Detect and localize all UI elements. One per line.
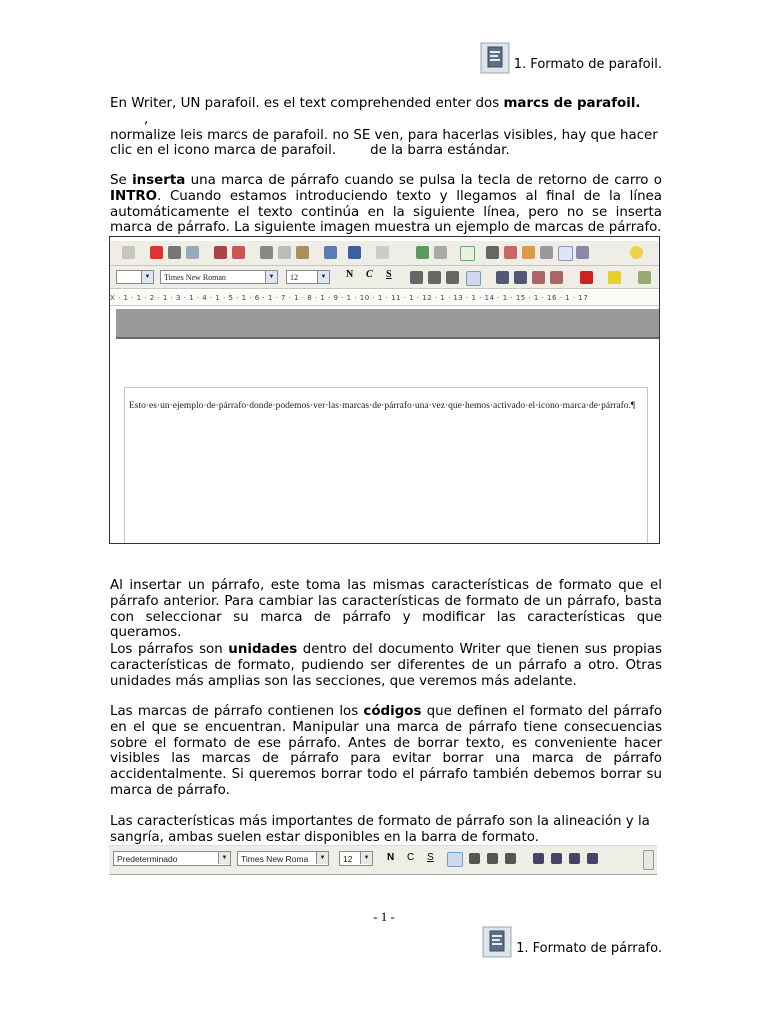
text: clic en el icono marca de parafoil. de la barra estándar. [110, 143, 510, 158]
cut-icon [260, 246, 273, 259]
underline-button[interactable]: S [386, 269, 392, 280]
spellcheck-icon [214, 246, 227, 259]
text: , [110, 111, 149, 127]
paragraph-intro [110, 96, 662, 143]
toolbar-scroll-handle[interactable] [643, 850, 654, 870]
font-name-select[interactable] [237, 851, 329, 866]
bold-button[interactable]: N [387, 852, 395, 863]
text: una marca de párrafo cuando se pulsa la tecla de retorno de carro o [185, 173, 662, 188]
chevron-down-icon: ▼ [141, 271, 153, 283]
chevron-down-icon: ▼ [218, 852, 230, 864]
bold-text: marcs de parafoil. [503, 96, 641, 111]
page-header [480, 42, 662, 74]
page-gap [116, 309, 659, 337]
copy-icon [278, 246, 291, 259]
header-title: 1. Formato de párrafo. [516, 941, 662, 956]
print-preview-icon [186, 246, 199, 259]
bold-text: INTRO [110, 188, 158, 204]
text: normalize leis marcs de parafoil. no SE ven, para hacerlas visibles, hay que hacer [110, 127, 658, 143]
standard-toolbar [110, 241, 659, 266]
style-select[interactable] [116, 270, 154, 284]
chevron-down-icon: ▼ [317, 271, 329, 283]
bold-text: inserta [132, 173, 186, 188]
increase-indent-icon[interactable] [587, 853, 598, 864]
italic-button[interactable]: C [366, 269, 373, 280]
example-paragraph: Esto·es·un·ejemplo·de·párrafo·donde·podemos·ver·las·marcas·de·párrafo·una·vez·que·hemos·activado·el·icono·marca·de·párrafo.¶ [129, 401, 636, 411]
paste-icon [296, 246, 309, 259]
page-number: - 1 - [373, 909, 395, 924]
text: . Cuando estamos introduciendo texto y llegamos al final de la línea automáticamente el texto continúa en la siguiente línea, pero no se inserta marca de párrafo. La siguiente imagen muestra un ejemplo de marcas de párrafo. [110, 188, 662, 236]
formatting-toolbar [110, 266, 659, 289]
page-header-next [482, 926, 662, 958]
font-size-value: 12 [290, 273, 298, 282]
justify-icon[interactable] [505, 853, 516, 864]
style-select[interactable] [113, 851, 231, 866]
clone-format-icon [324, 246, 337, 259]
font-size-value: 12 [343, 854, 353, 864]
decrease-indent-icon[interactable] [532, 271, 545, 284]
text: Las marcas de párrafo contienen los [110, 704, 364, 719]
redo-icon [376, 246, 389, 259]
header-title: 1. Formato de parafoil. [513, 57, 662, 72]
print-icon [168, 246, 181, 259]
help-icon [630, 246, 643, 259]
italic-button[interactable]: C [407, 852, 415, 863]
font-name-value: Times New Roma [241, 854, 309, 864]
bullets-icon[interactable] [514, 271, 527, 284]
background-color-icon[interactable] [638, 271, 651, 284]
text: Las características más importantes de formato de párrafo son la alineación y la sangría, ambas suelen estar disponibles en la barra de formato. [110, 814, 650, 845]
paragraph-insert [110, 173, 662, 236]
increase-indent-icon[interactable] [550, 271, 563, 284]
hyperlink-icon [416, 246, 429, 259]
paragraph-insert-format [110, 578, 662, 641]
font-color-icon[interactable] [580, 271, 593, 284]
bold-text: códigos [363, 704, 422, 719]
document-page [124, 387, 648, 544]
paragraph-codes [110, 704, 662, 799]
pdf-export-icon [150, 246, 163, 259]
paragraph-units [110, 642, 662, 689]
chevron-down-icon: ▼ [265, 271, 277, 283]
decrease-indent-icon[interactable] [569, 853, 580, 864]
autocheck-icon [232, 246, 245, 259]
text: En Writer, UN parafoil. es el text comprehended enter dos [110, 96, 504, 111]
numbering-icon[interactable] [533, 853, 544, 864]
table-icon [434, 246, 447, 259]
align-center-icon[interactable] [428, 271, 441, 284]
text: que definen el formato del párrafo en el que se encuentran. Manipular una marca de párrafo tiene consecuencias sobre el formato de ese párrafo. Antes de borrar texto, es conveniente hacer visibles las marcas de párrafo para evitar borrar una marca de párrafo accidentalmente. Si queremos borrar todo el párrafo también debemos borrar su marca de párrafo. [110, 704, 663, 798]
paragraph-alignment [110, 814, 662, 846]
gallery-icon [522, 246, 535, 259]
bold-text: unidades [228, 642, 298, 657]
paragraph-click-icon [110, 143, 662, 159]
text: Al insertar un párrafo, este toma las mismas características de formato que el párrafo anterior. Para cambiar las características de formato de un párrafo, basta con seleccionar su marca de párrafo y modificar las características que queramos. [110, 578, 662, 641]
align-left-icon[interactable] [410, 271, 423, 284]
font-size-select[interactable] [286, 270, 330, 284]
highlight-icon[interactable] [608, 271, 621, 284]
justify-icon[interactable] [466, 271, 481, 286]
show-draw-icon [460, 246, 475, 261]
format-bar-screenshot [109, 845, 657, 875]
text: Se [110, 173, 133, 188]
ruler: X · 1 · 1 · 2 · 1 · 3 · 1 · 4 · 1 · 5 · 1 · 6 · 1 · 7 · 1 · 8 · 1 · 9 · 1 · 10 · 1 · 11 · 1 · 12 · 1 · 13 · 1 · 14 · 1 · 15 · 1 · 16 · 1 · 17 [110, 291, 659, 306]
numbering-icon[interactable] [496, 271, 509, 284]
bold-button[interactable]: N [346, 269, 354, 280]
font-name-select[interactable] [160, 270, 278, 284]
align-right-icon[interactable] [446, 271, 459, 284]
font-size-select[interactable] [339, 851, 373, 866]
text: dentro del documento Writer que tienen sus propias características de formato, pudiendo ser diferentes de un párrafo a otro. Otras unidades más amplias son las secciones, que veremos más adelante. [110, 642, 662, 689]
chevron-down-icon: ▼ [360, 852, 372, 864]
font-name-value: Times New Roman [164, 273, 226, 282]
document-icon [480, 42, 510, 74]
chevron-down-icon: ▼ [316, 852, 328, 864]
style-value: Predeterminado [117, 854, 178, 864]
data-sources-icon [540, 246, 553, 259]
align-right-icon[interactable] [487, 853, 498, 864]
edit-file-icon [122, 246, 135, 259]
align-center-icon[interactable] [469, 853, 480, 864]
document-icon [482, 926, 512, 958]
zoom-icon [576, 246, 589, 259]
align-left-icon[interactable] [447, 852, 463, 867]
underline-button[interactable]: S [427, 852, 434, 863]
bullets-icon[interactable] [551, 853, 562, 864]
writer-screenshot [109, 236, 660, 544]
formatting-marks-icon[interactable] [558, 246, 573, 261]
find-icon [486, 246, 499, 259]
navigator-icon [504, 246, 517, 259]
text: Los párrafos son [110, 642, 229, 657]
page-edge [116, 337, 659, 339]
undo-icon [348, 246, 361, 259]
